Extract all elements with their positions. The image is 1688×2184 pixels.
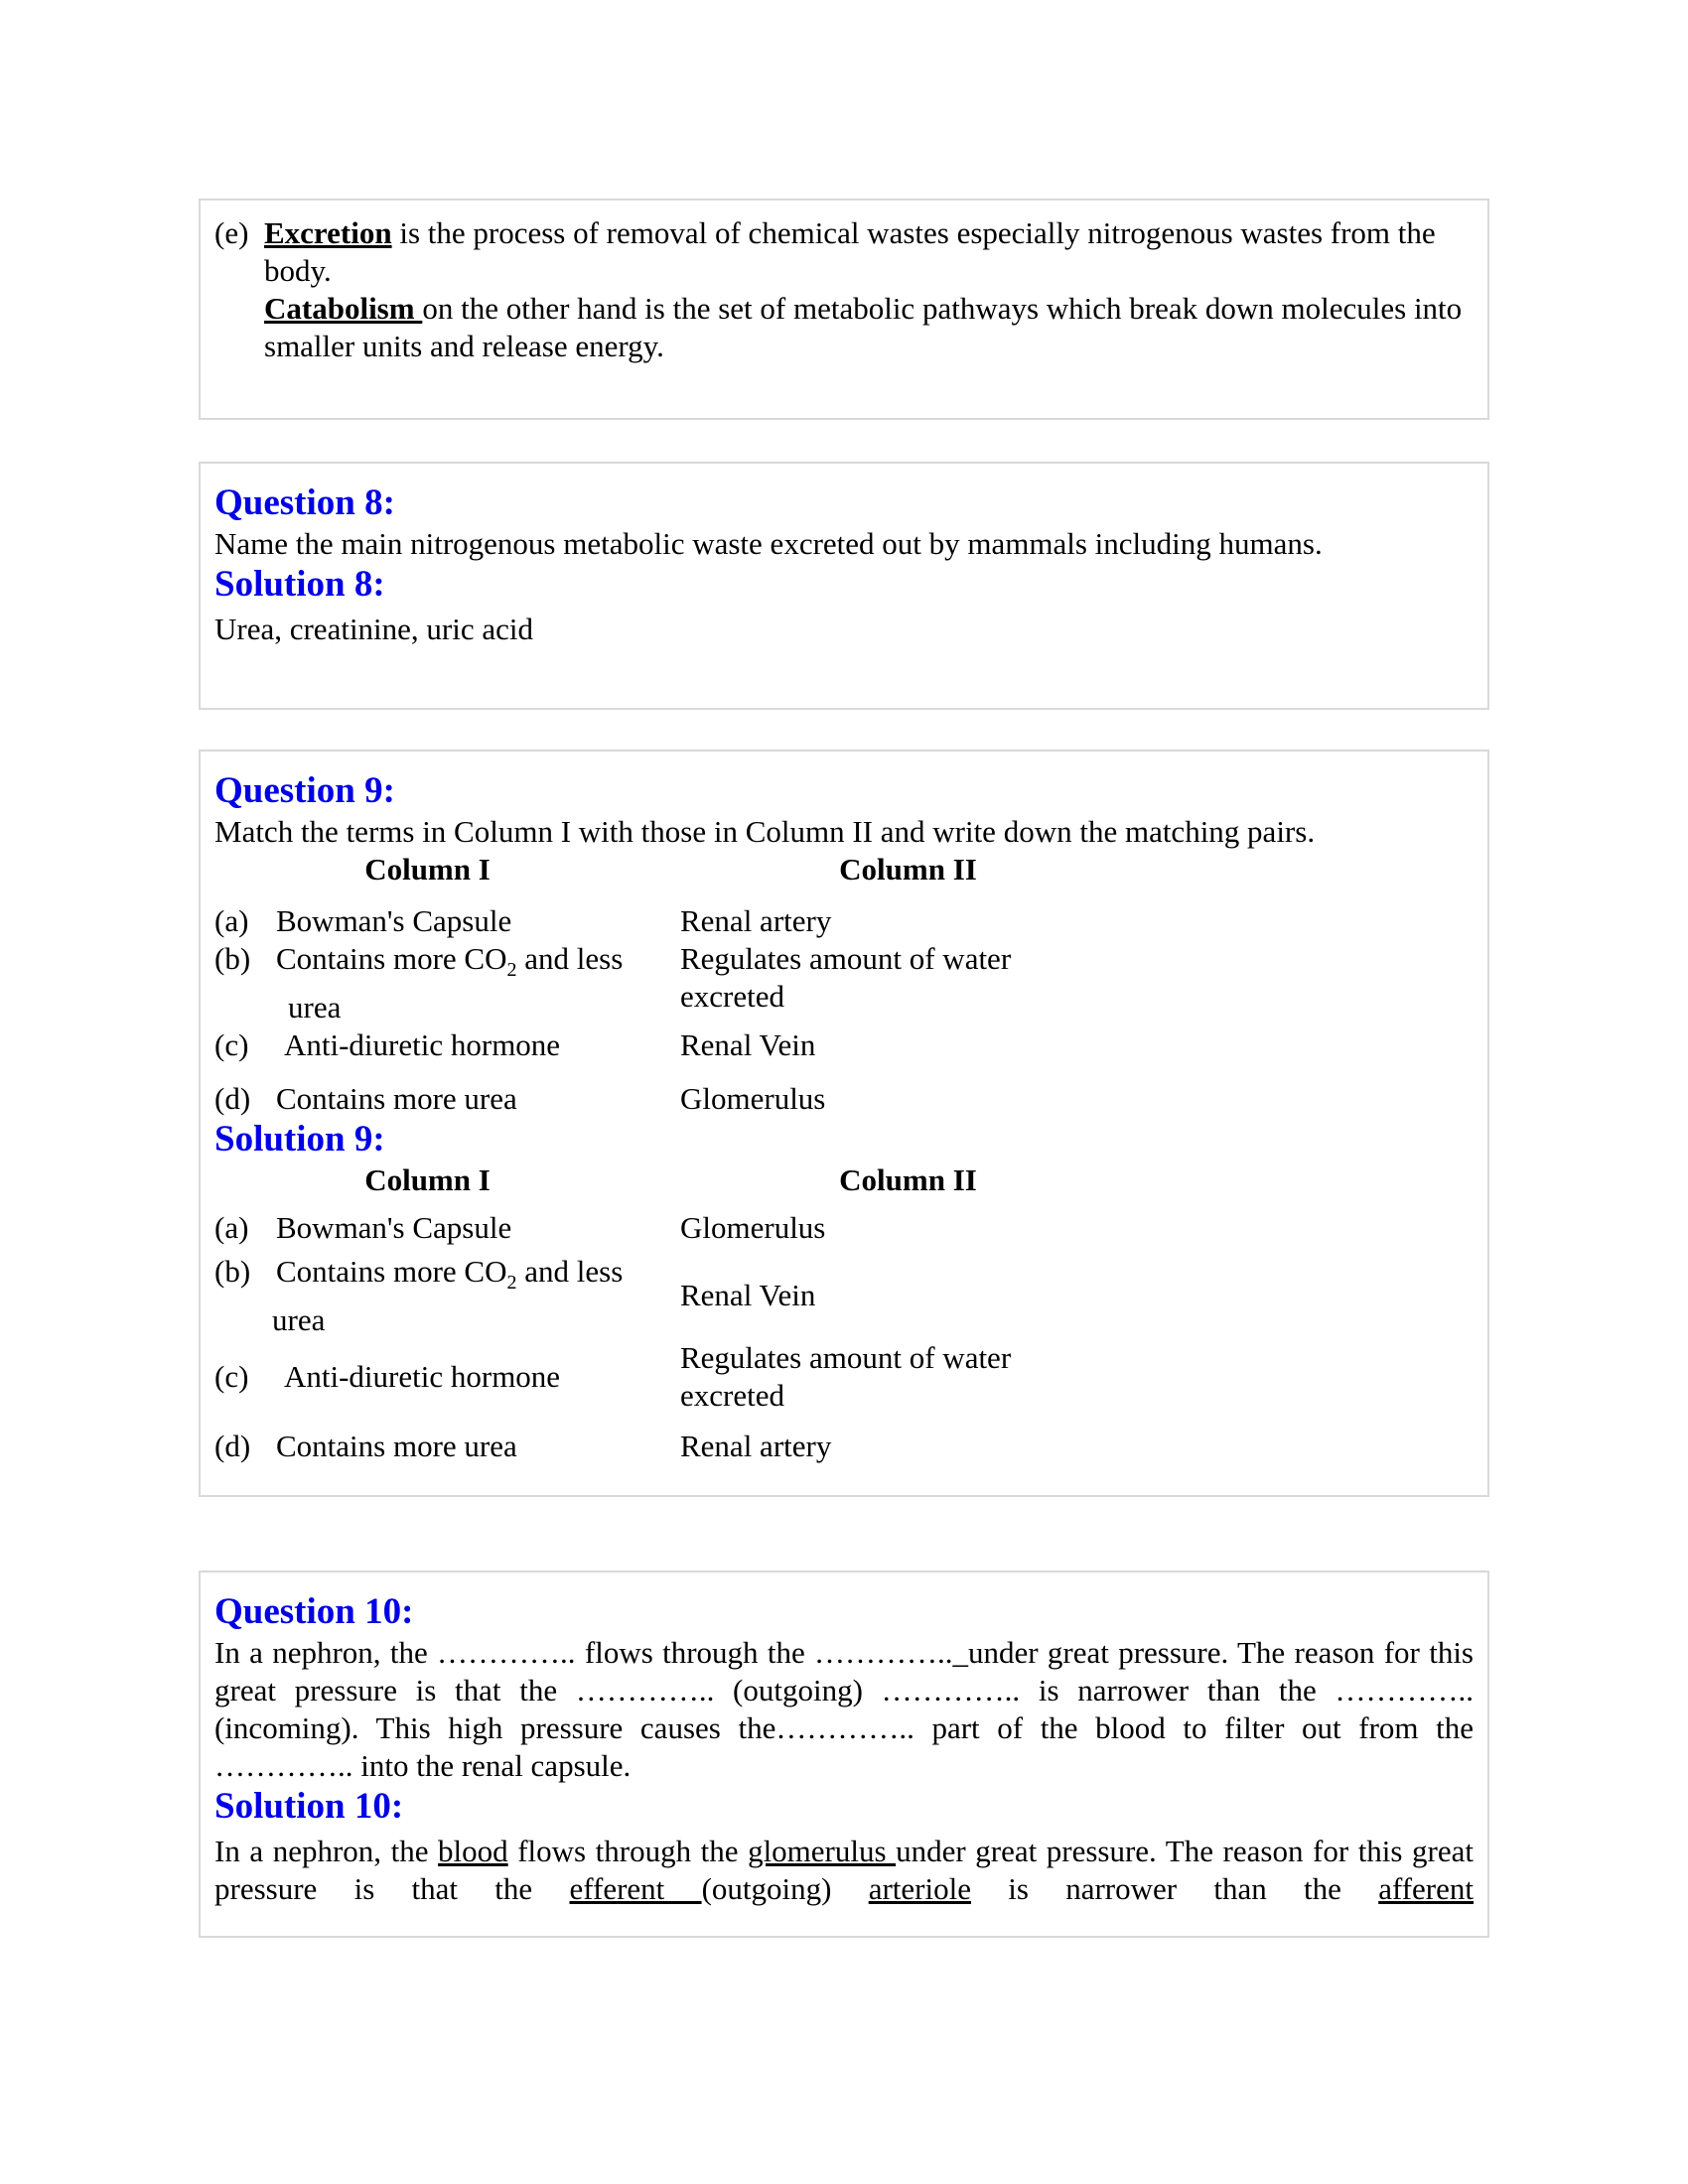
solution-10-heading: Solution 10: [214, 1786, 404, 1827]
solution-text: under great pressure. The reason for this great pressure is that the [214, 1834, 1474, 1906]
solution-9-heading: Solution 9: [214, 1119, 385, 1160]
question-10-text: In a nephron, the ………….. flows through the ………….._under great pressure. The reason for this great pressure is that the ………….. (outgoing) ………….. is narrower than the ………….. (incoming). This high pressure causes the………….. part of the blood to filter out from the ………….. into the renal capsule. [214, 1635, 1474, 1783]
column-1-cell: Bowman's Capsule [276, 1210, 512, 1246]
column-2-cell: Glomerulus [680, 1210, 826, 1246]
subscript: 2 [506, 1272, 517, 1295]
table-row [214, 902, 1474, 940]
solution-8-heading: Solution 8: [214, 564, 385, 605]
question-8-heading: Question 8: [214, 482, 395, 523]
row-label: (b) [214, 941, 251, 976]
solution-10-text [214, 1833, 1474, 1908]
answer-e-box [199, 199, 1489, 420]
column-1-cell: Contains more urea [276, 1429, 517, 1464]
column-1-cell-text: and less [516, 941, 624, 976]
column-1-cell [214, 1254, 623, 1337]
row-label: (a) [214, 903, 249, 938]
question-9-heading: Question 9: [214, 770, 395, 811]
column-1-cell: Contains more urea [276, 1081, 517, 1117]
row-label: (d) [214, 1081, 251, 1117]
column-2-header: Column II [839, 1162, 977, 1198]
question-9-table [214, 902, 1474, 1118]
table-row [214, 1420, 1474, 1473]
answer-afferent: afferent [1378, 1871, 1475, 1906]
row-label: (c) [214, 1359, 249, 1395]
table-row [214, 1080, 1474, 1118]
question-8-box [199, 462, 1489, 710]
column-1-cell-text: and less [516, 1254, 624, 1290]
column-2-header: Column II [839, 852, 977, 887]
answer-glomerulus: glomerulus [748, 1834, 897, 1868]
answer-efferent: efferent [569, 1871, 702, 1906]
question-9-box [199, 750, 1489, 1497]
catabolism-term: Catabolism [264, 291, 423, 326]
column-1-cell-text: urea [272, 1302, 326, 1338]
column-1-header: Column I [364, 852, 491, 887]
table-row [214, 940, 1474, 1026]
answer-e [214, 214, 1474, 365]
question-8-text: Name the main nitrogenous metabolic waste excreted out by mammals including humans. [214, 526, 1323, 561]
question-9-column-headers [214, 851, 1474, 888]
column-2-cell: Glomerulus [680, 1081, 826, 1117]
row-label: (a) [214, 1210, 249, 1246]
column-1-header: Column I [364, 1162, 491, 1198]
catabolism-text: on the other hand is the set of metabolic pathways which break down molecules into smaller units and release energy. [264, 291, 1463, 363]
excretion-text: is the process of removal of chemical wastes especially nitrogenous wastes from the body. [264, 215, 1436, 288]
solution-text: In a nephron, the [214, 1834, 439, 1868]
table-row [214, 1334, 1474, 1420]
column-1-cell-text: Contains more CO [276, 941, 507, 976]
table-row [214, 1205, 1474, 1251]
excretion-term: Excretion [264, 215, 392, 250]
column-1-cell: Anti-diuretic hormone [284, 1359, 561, 1395]
solution-9-table [214, 1205, 1474, 1473]
row-label: (d) [214, 1429, 251, 1464]
question-10-box [199, 1570, 1489, 1938]
column-2-cell: Renal artery [680, 903, 832, 938]
solution-8-text: Urea, creatinine, uric acid [214, 612, 534, 646]
column-1-cell-text: Contains more CO [276, 1254, 507, 1290]
column-2-cell: Renal Vein [680, 1278, 816, 1313]
solution-9-column-headers [214, 1161, 1474, 1199]
row-label: (b) [214, 1254, 251, 1290]
column-2-cell: Renal artery [680, 1429, 832, 1464]
subscript: 2 [506, 959, 517, 982]
solution-text: flows through the [507, 1834, 749, 1868]
column-2-cell: Renal Vein [680, 1027, 816, 1063]
column-1-cell: Anti-diuretic hormone [284, 1027, 561, 1063]
table-row [214, 1251, 1474, 1338]
column-1-cell [214, 941, 623, 1024]
answer-arteriole: arteriole [868, 1871, 971, 1906]
answer-blood: blood [438, 1834, 508, 1868]
column-1-cell-text: urea [288, 990, 342, 1025]
question-9-text: Match the terms in Column I with those in Column II and write down the matching pairs. [214, 814, 1316, 849]
column-2-cell: Regulates amount of water excreted [680, 941, 1012, 1014]
table-row [214, 1026, 1474, 1064]
row-label: (c) [214, 1027, 249, 1063]
question-10-heading: Question 10: [214, 1591, 414, 1632]
column-1-cell: Bowman's Capsule [276, 903, 512, 938]
column-2-cell: Regulates amount of water excreted [680, 1340, 1012, 1414]
solution-text: is narrower than the [970, 1871, 1379, 1906]
answer-e-label: (e) [214, 215, 249, 250]
solution-text: (outgoing) [701, 1871, 869, 1906]
